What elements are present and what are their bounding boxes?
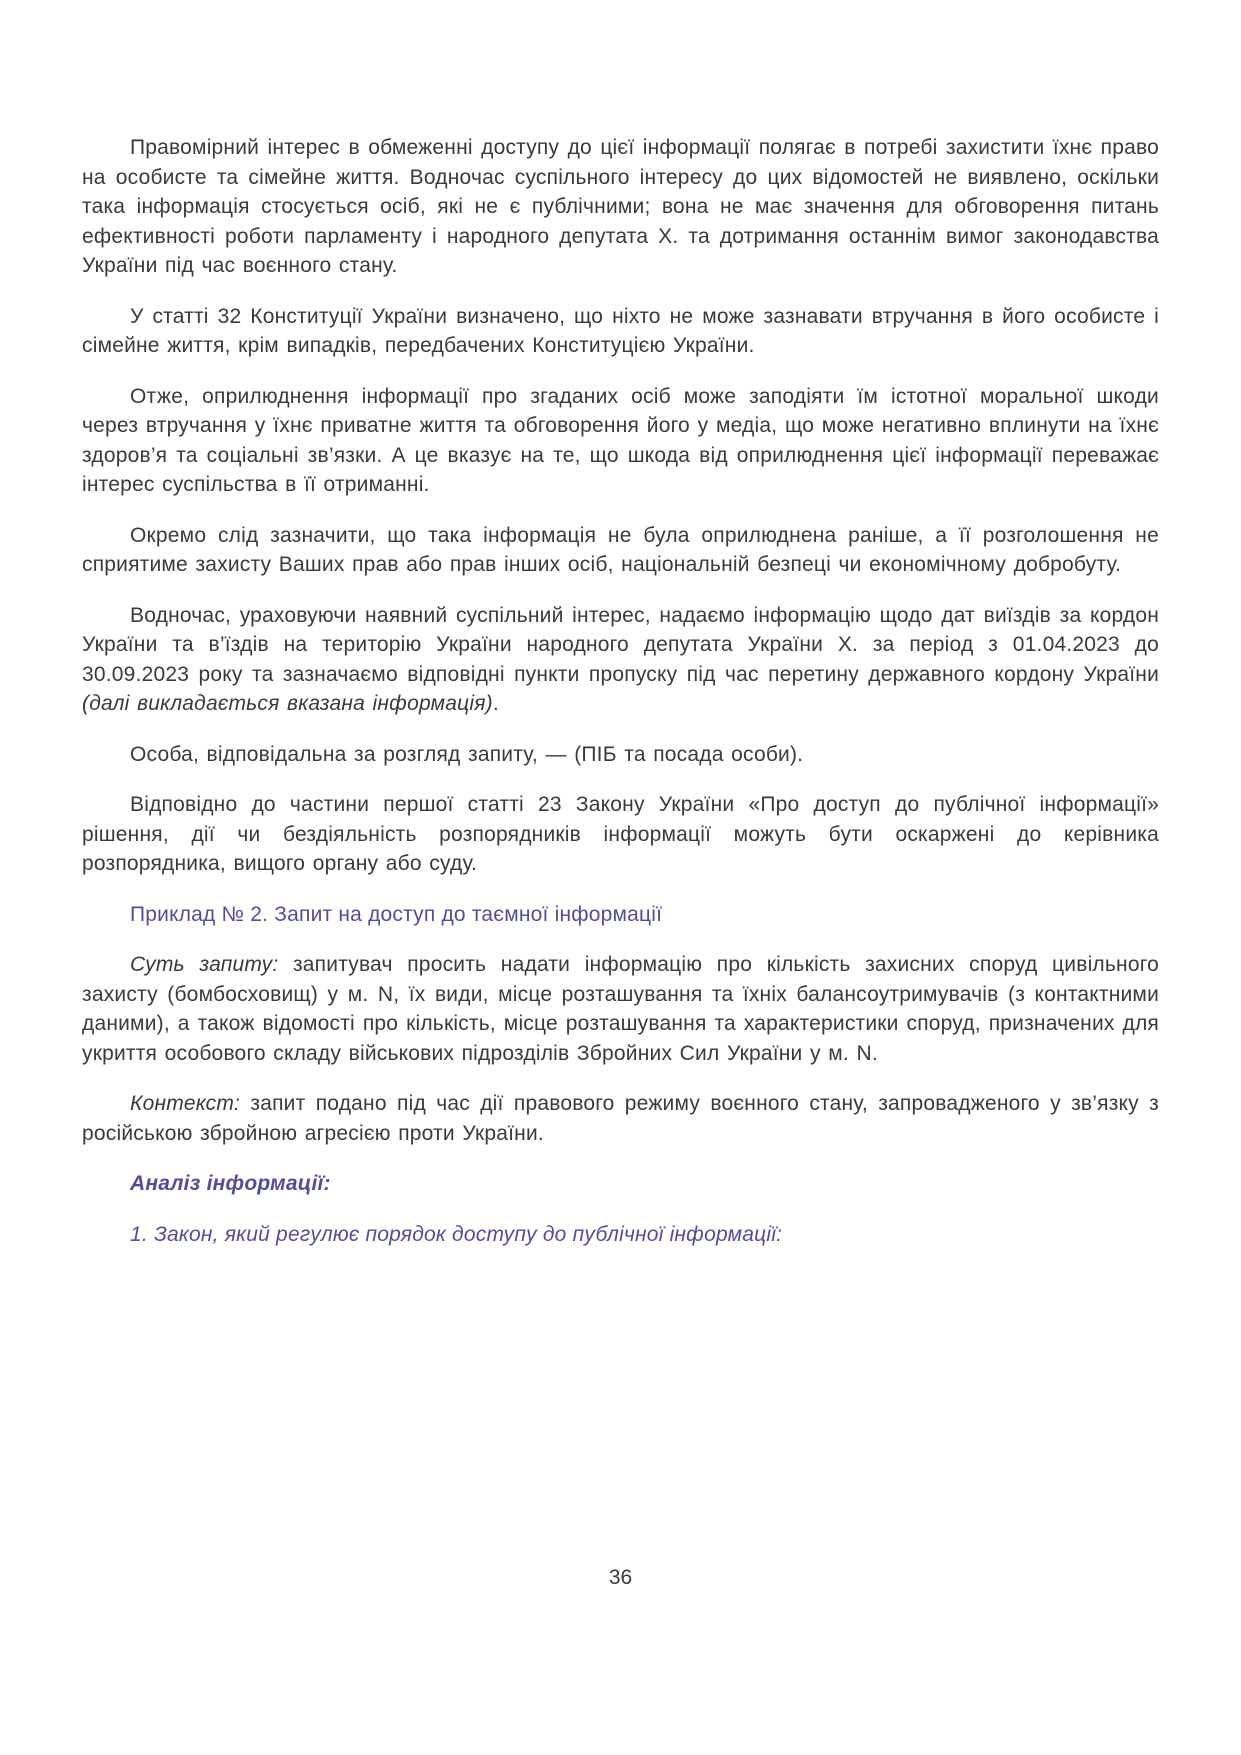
paragraph-context — [82, 1089, 1159, 1148]
page-number: 36 — [608, 1566, 633, 1589]
paragraph-responsible-person: Особа, відповідальна за розгляд запиту, — (ПІБ та посада особи). — [130, 742, 804, 766]
lead-label-context: Контекст: — [130, 1092, 241, 1115]
text-segment: запит подано під час дії правового режиму воєнного стану, запровадженого у зв’язку з російською збройною агресією проти України. — [82, 1092, 1159, 1145]
text-segment: Водночас, ураховуючи наявний суспільний інтерес, надаємо інформацію щодо дат виїздів за кордон України та в’їздів на територію України народного депутата України Х. за період з 01.04.2023 до 30.09.2023 року та зазначаємо відповідні пункти пропуску під час перетину державного кордону України — [82, 603, 1159, 686]
paragraph-request-essence — [82, 950, 1159, 1068]
paragraph-appeal-article23: Відповідно до частини першої статті 23 Закону України «Про доступ до публічної інформації» рішення, дії чи бездіяльність розпорядників інформації можуть бути оскаржені до керівника розпорядника, вищого органу або суду. — [82, 793, 1159, 875]
example-2-heading: Приклад № 2. Запит на доступ до таємної інформації — [130, 902, 663, 926]
law-item-heading: 1. Закон, який регулює порядок доступу до публічної інформації: — [130, 1222, 783, 1246]
paragraph-border-crossing-info — [82, 601, 1159, 719]
paragraph-moral-harm: Отже, оприлюднення інформації про згаданих осіб може заподіяти їм істотної моральної шкоди через втручання у їхнє приватне життя та обговорення його у медіа, що може негативно вплинути на їхнє здоров’я та соціальні зв’язки. А це вказує на те, що шкода від оприлюднення цієї інформації переважає інтерес суспільства в її отриманні. — [82, 384, 1159, 496]
lead-label-essence: Суть запиту: — [130, 953, 279, 976]
text-segment: запитувач просить надати інформацію про кількість захисних споруд цивільного захисту (бомбосховищ) у м. N, їх види, місце розташування та їхніх балансоутримувачів (з контактними даними), а також відомості про кількість, місце розташування та характеристики споруд, призначених для укриття особового складу військових підрозділів Збройних Сил України у м. N. — [82, 953, 1159, 1065]
paragraph-not-published-before: Окремо слід зазначити, що така інформація не була оприлюднена раніше, а її розголошення не сприятиме захисту Ваших прав або прав інших осіб, національній безпеці чи економічному добробуту. — [82, 523, 1159, 576]
paragraph-legitimate-interest: Правомірний інтерес в обмеженні доступу до цієї інформації полягає в потребі захистити їхнє право на особисте та сімейне життя. Водночас суспільного інтересу до цих відомостей не виявлено, оскільки така інформація стосується осіб, які не є публічними; вона не має значення для обговорення питань ефективності роботи парламенту і народного депутата Х. та дотримання останнім вимог законодавства України під час воєнного стану. — [82, 136, 1159, 277]
analysis-heading: Аналіз інформації: — [130, 1172, 331, 1195]
document-body — [82, 133, 1159, 1249]
paragraph-constitution-art32: У статті 32 Конституції України визначено, що ніхто не може зазнавати втручання в його особисте і сімейне життя, крім випадків, передбачених Конституцією України. — [82, 304, 1159, 357]
text-segment: . — [492, 692, 499, 715]
text-segment-italic: (далі викладається вказана інформація) — [82, 692, 493, 715]
